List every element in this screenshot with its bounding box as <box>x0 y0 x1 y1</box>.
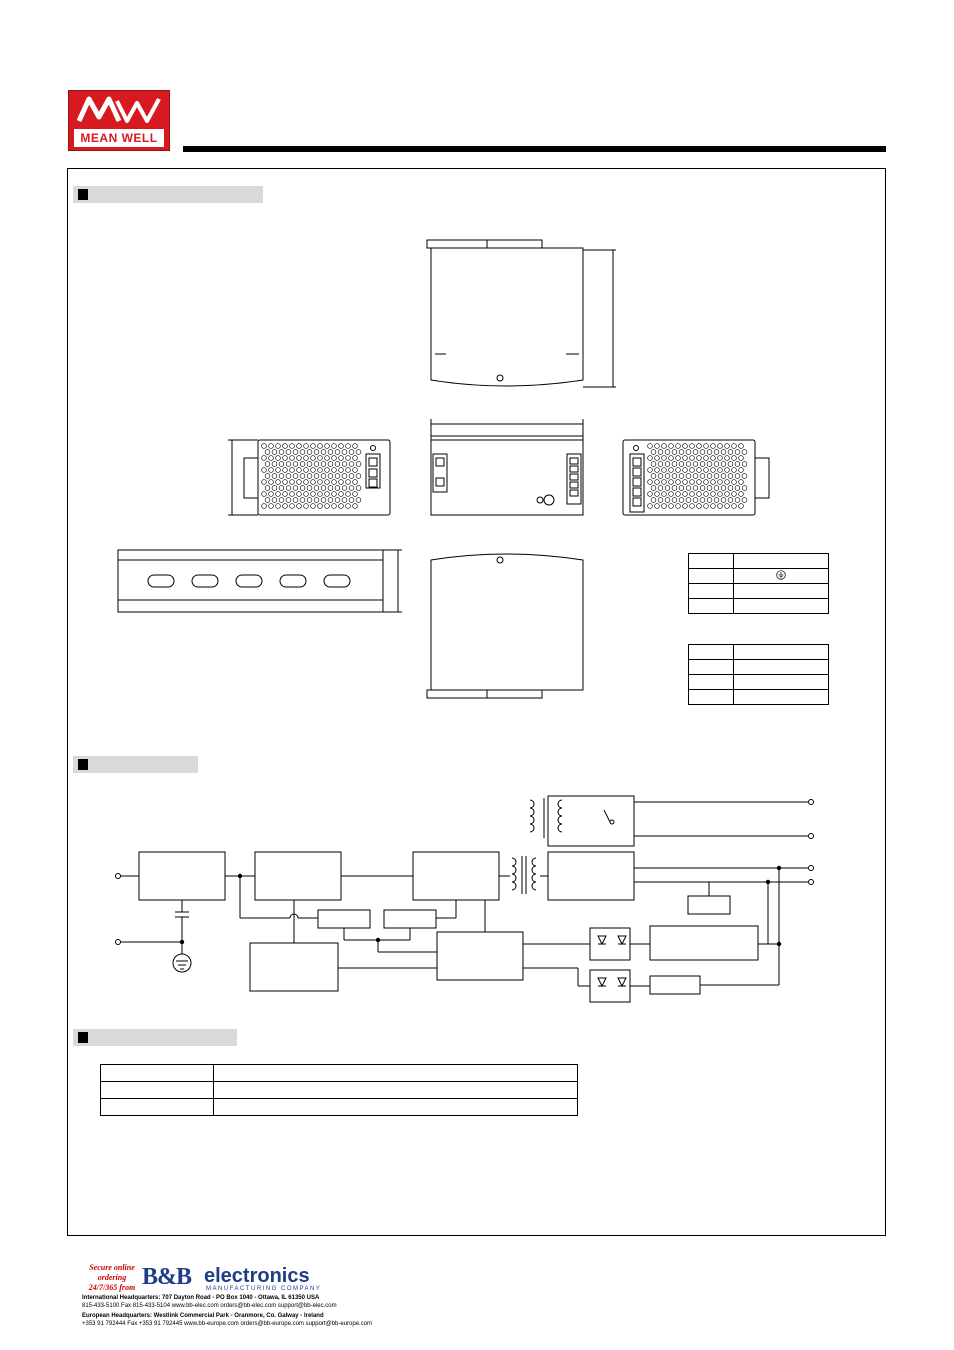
footer-euro-address: European Headquarters: Westlink Commercial Park - Oranmore, Co. Galway - Ireland <box>82 1313 324 1319</box>
accessories-table <box>100 1064 578 1116</box>
bb-electronics-logo <box>142 1264 347 1294</box>
footer-intl-contact: 815-433-5100 Fax 815-433-5104 www.bb-elec.com orders@bb-elec.com support@bb-elec.com <box>82 1303 337 1309</box>
promo-line-1: Secure online <box>89 1263 135 1272</box>
promo-line-3: 24/7/365 from <box>88 1283 136 1292</box>
promo-line-2: ordering <box>97 1273 127 1282</box>
footer-promo <box>82 1263 142 1293</box>
bb-subtitle: MANUFACTURING COMPANY <box>206 1286 322 1292</box>
footer-euro-contact: +353 91 792444 Fax +353 91 792445 www.bb-europe.com orders@bb-europe.com support@bb-europe.com <box>82 1321 373 1327</box>
bb-mark: B&B <box>142 1264 192 1290</box>
footer-intl-address: International Headquarters: 707 Dayton Road - PO Box 1040 - Ottawa, IL 61350 USA <box>82 1295 320 1301</box>
bb-wordmark: electronics <box>204 1265 310 1287</box>
logo-wordmark: MEAN WELL <box>73 128 165 148</box>
